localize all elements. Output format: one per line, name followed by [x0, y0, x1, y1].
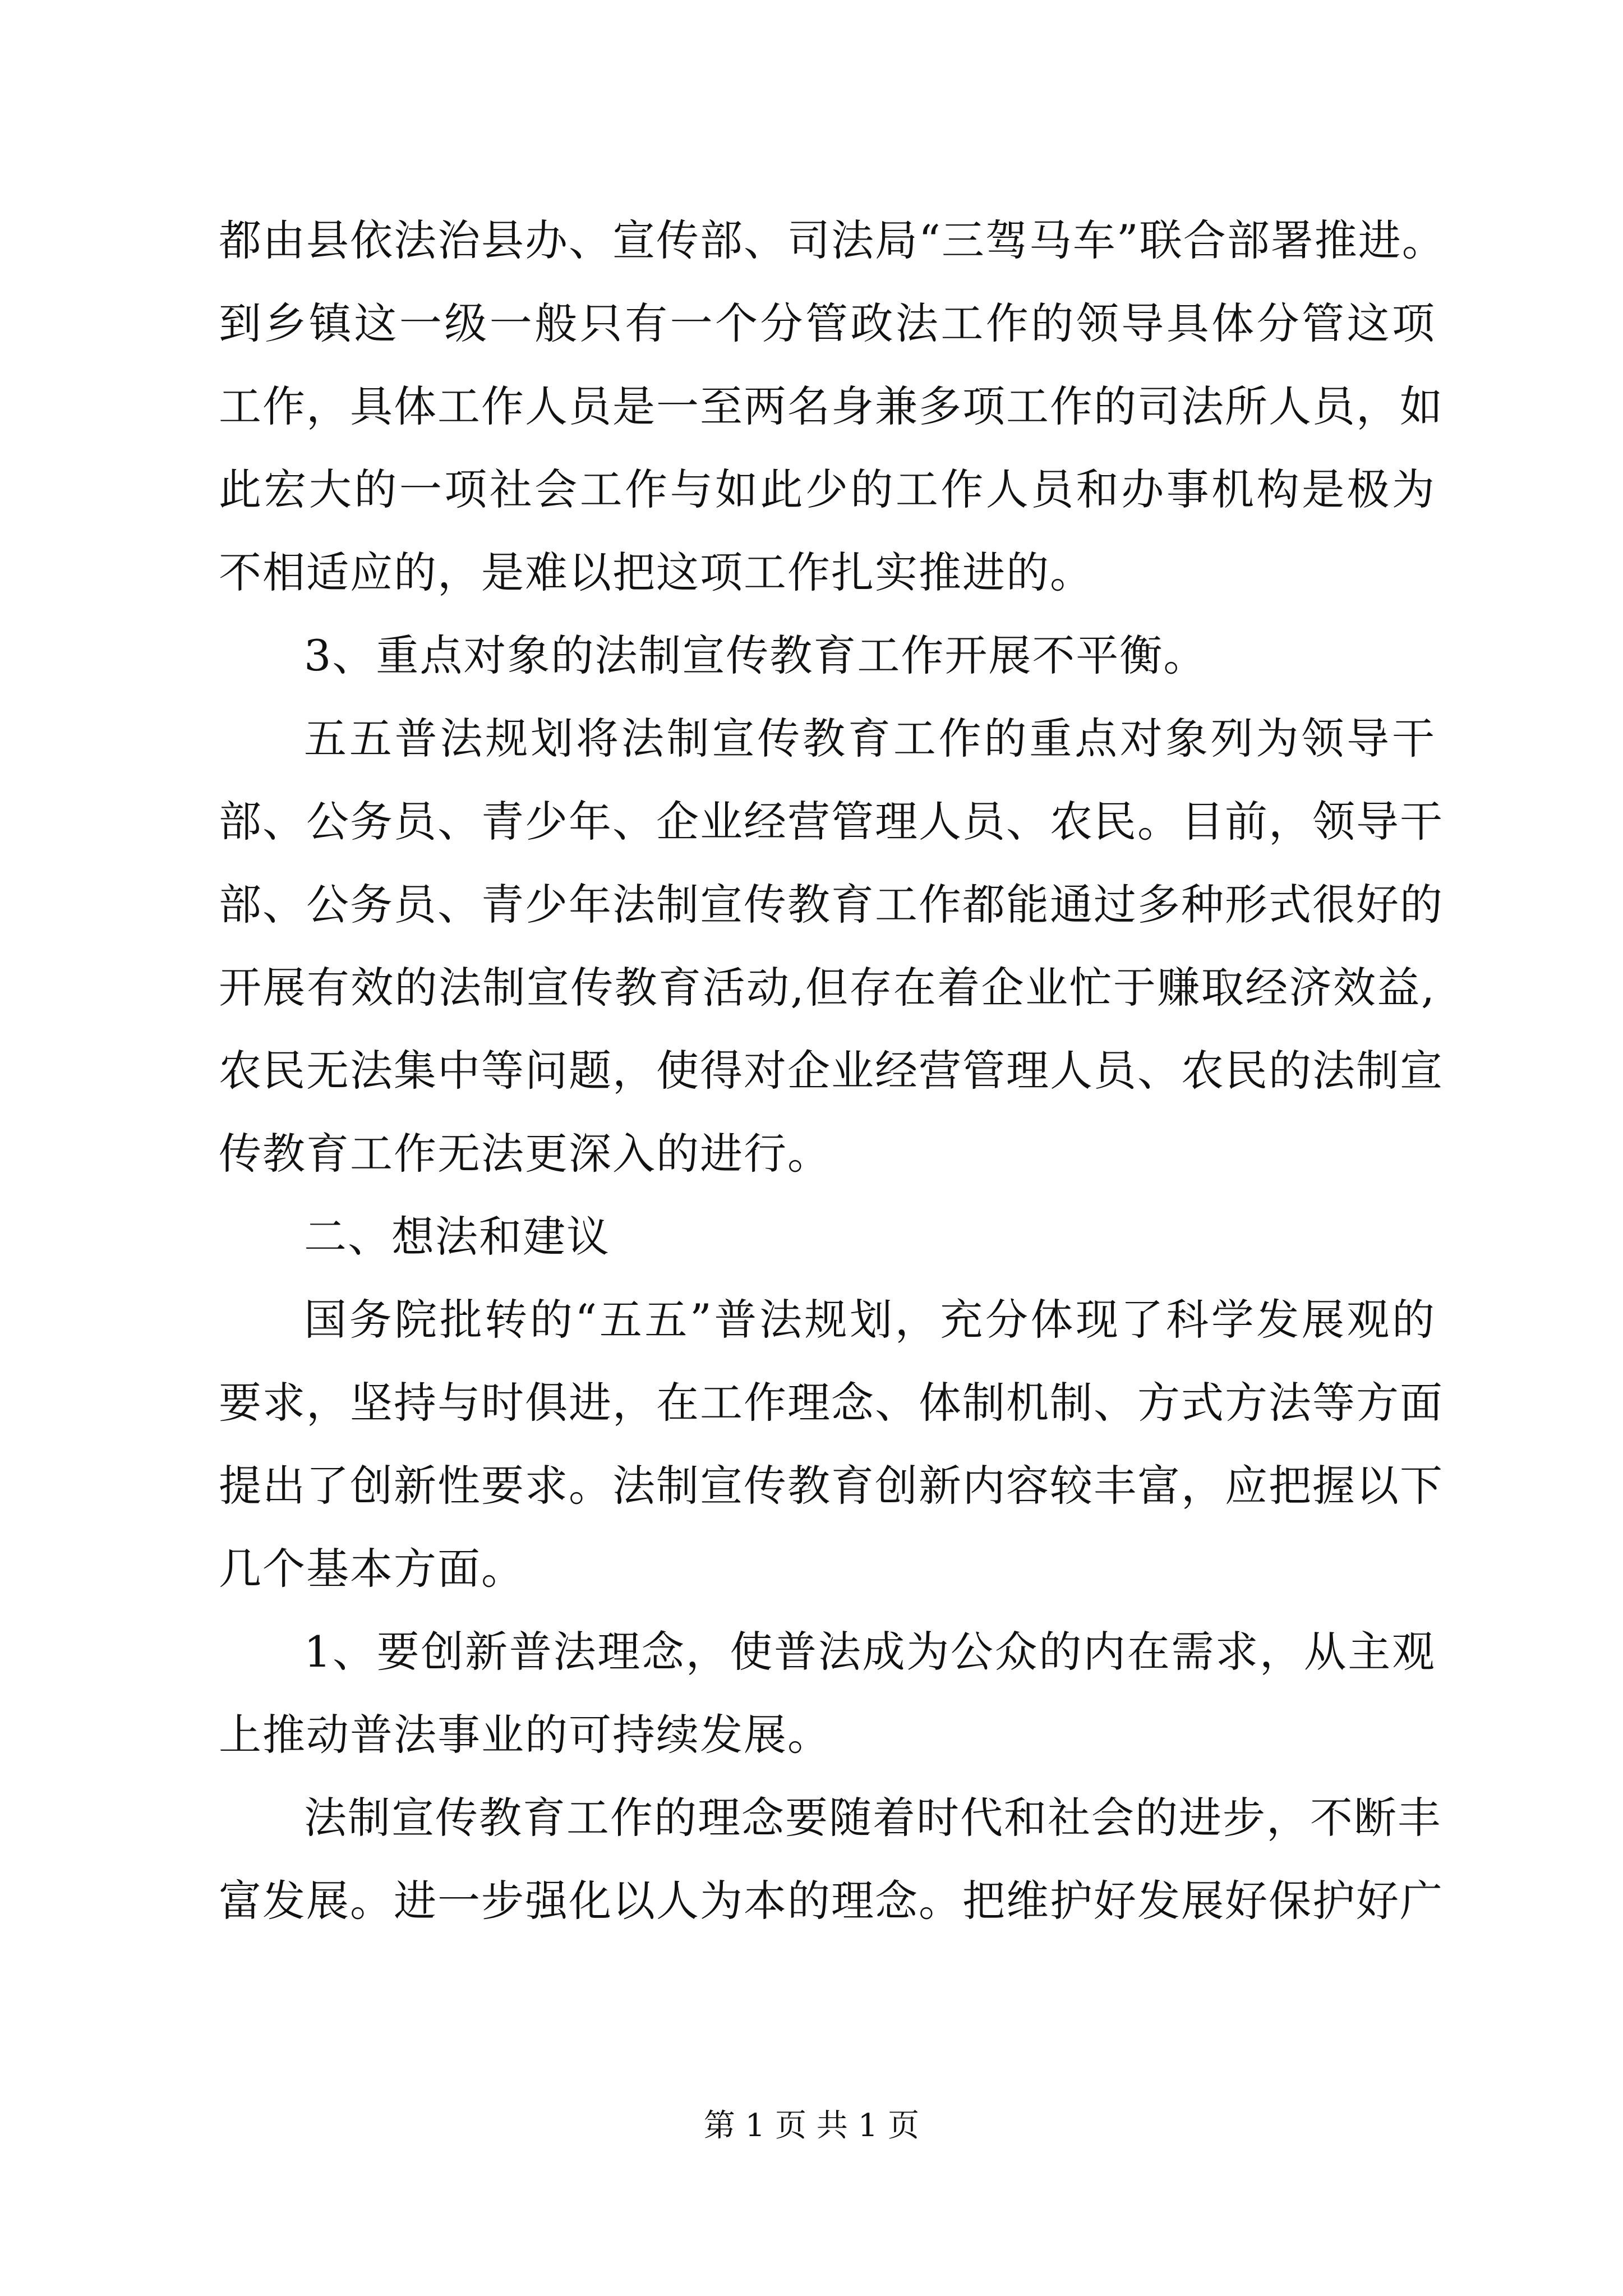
paragraph-line: 此宏大的一项社会工作与如此少的工作人员和办事机构是极为	[219, 464, 1436, 514]
paragraph-line: 五五普法规划将法制宣传教育工作的重点对象列为领导干	[304, 714, 1436, 763]
paragraph-line: 二、想法和建议	[304, 1212, 610, 1262]
paragraph-line: 法制宣传教育工作的理念要随着时代和社会的进步，不断丰	[304, 1793, 1441, 1843]
paragraph-line: 传教育工作无法更深入的进行。	[219, 1129, 831, 1179]
paragraph-line: 富发展。进一步强化以人为本的理念。把维护好发展好保护好广	[219, 1876, 1444, 1926]
paragraph-line: 3、重点对象的法制宣传教育工作开展不平衡。	[304, 631, 1207, 680]
paragraph-line: 要求，坚持与时俱进，在工作理念、体制机制、方式方法等方面	[219, 1378, 1444, 1428]
paragraph-line: 国务院批转的“五五”普法规划，充分体现了科学发展观的	[304, 1295, 1436, 1345]
paragraph-line: 部、公务员、青少年、企业经营管理人员、农民。目前，领导干	[219, 797, 1444, 846]
paragraph-line: 都由县依法治县办、宣传部、司法局“三驾马车”联合部署推进。	[219, 215, 1446, 265]
paragraph-line: 农民无法集中等问题，使得对企业经营管理人员、农民的法制宣	[219, 1046, 1444, 1096]
paragraph-line: 上推动普法事业的可持续发展。	[219, 1710, 831, 1760]
paragraph-line: 到乡镇这一级一般只有一个分管政法工作的领导具体分管这项	[219, 298, 1436, 348]
paragraph-line: 工作，具体工作人员是一至两名身兼多项工作的司法所人员，如	[219, 381, 1444, 431]
paragraph-line: 不相适应的，是难以把这项工作扎实推进的。	[219, 547, 1094, 597]
page-footer: 第 1 页 共 1 页	[703, 2108, 920, 2144]
paragraph-line: 部、公务员、青少年法制宣传教育工作都能通过多种形式很好的	[219, 880, 1444, 930]
paragraph-line: 几个基本方面。	[219, 1544, 525, 1594]
paragraph-line: 开展有效的法制宣传教育活动,但存在着企业忙于赚取经济效益,	[219, 963, 1436, 1013]
paragraph-line: 1、要创新普法理念，使普法成为公众的内在需求，从主观	[304, 1627, 1436, 1677]
document-body	[219, 199, 1446, 1943]
paragraph-line: 提出了创新性要求。法制宣传教育创新内容较丰富，应把握以下	[219, 1461, 1444, 1511]
